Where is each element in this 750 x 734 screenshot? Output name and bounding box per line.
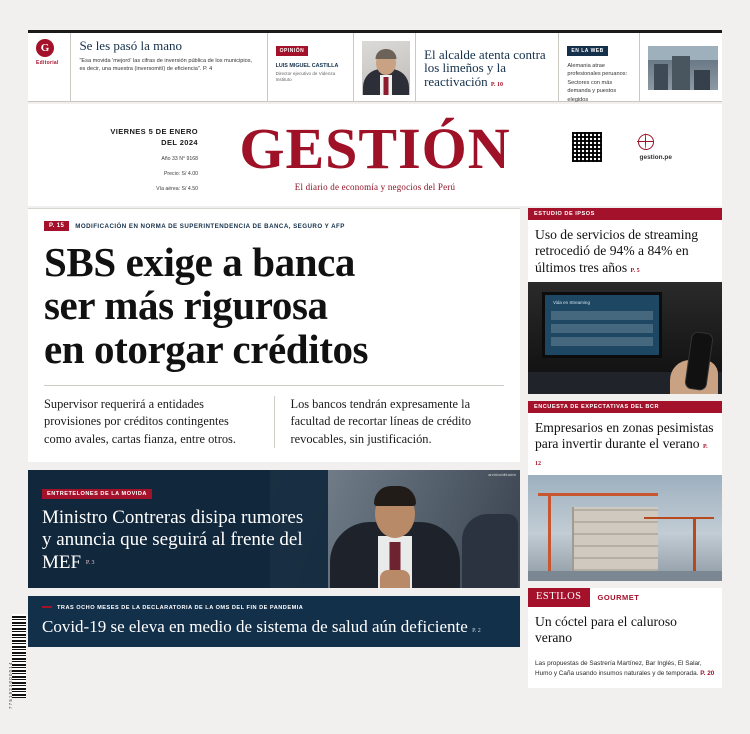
photo-ground [528,571,722,581]
lead-deck-right: Los bancos tendrán expresamente la facultad de recortar líneas de crédito revocables, sin justificación. [274,396,505,447]
ipsos-headline [528,220,722,282]
qr-code-icon[interactable] [570,130,604,164]
opinion-author-name: LUIS MIGUEL CASTILLA [275,63,339,69]
editorial-badge-column [28,33,71,101]
lead-headline-line-2: ser más rigurosa [44,282,328,329]
tv-row-2 [551,324,653,333]
bcr-headline-text: Empresarios en zonas pesimistas para invertir durante el verano [535,419,714,452]
estilos-section-header[interactable] [528,588,722,607]
bottom-story[interactable] [28,596,520,648]
sidebar-story-bcr[interactable] [528,401,722,581]
editorial-label: Editorial [36,60,59,66]
barcode-bars [12,614,26,698]
sidebar-story-estilos[interactable] [528,588,722,688]
opinion-headline [424,48,550,89]
photo-crane-2-jib [644,517,714,520]
opinion-author-portrait [362,41,410,95]
editorial-body: "Esa movida 'mejoró' las cifras de inversión pública de los municipios, es decir, una muestra (inversomití) de eficiencia". P. 4 [79,57,253,73]
globe-icon [638,134,654,150]
top-strip [28,30,722,102]
second-story-headline-text: Ministro Contreras disipa rumores y anuncia que seguirá al frente del MEF [42,506,304,574]
web-story-thumbnail [648,46,718,90]
estilos-body [528,653,722,688]
masthead [28,104,722,206]
estilos-section-label: ESTILOS [528,588,590,607]
lead-kicker-row [44,221,504,231]
tv-screen-label: Vida en Streaming [553,299,590,305]
lead-decks [44,396,504,447]
lead-page-tag: P. 15 [44,221,69,231]
issue-air-price: Vía aérea: S/ 4.50 [156,185,198,192]
lead-headline [44,241,504,371]
photo-crane-jib [538,493,658,496]
estilos-page: P. 20 [700,670,715,678]
sidebar-story-ipsos[interactable] [528,208,722,394]
photo-hands [380,570,410,588]
tv-screen [542,292,662,358]
web-story[interactable] [559,33,640,101]
thumb-building-2 [672,56,690,90]
opinion-page: P. 10 [490,81,503,88]
photo-hair [374,486,416,506]
web-kicker: EN LA WEB [567,46,607,56]
estilos-headline: Un cóctel para el caluroso verano [535,613,677,646]
photo-crane-mast [548,495,551,581]
barcode-number: 7 7 5 1 8 2 3 0 0 0 0 1 4 [8,662,13,709]
opinion-kicker: OPINIÓN [276,46,309,56]
second-story-kicker: ENTRETELONES DE LA MOVIDA [42,489,152,499]
tv-row-3 [551,337,653,346]
newspaper-title: GESTIÓN [239,116,511,181]
tv-row-1 [551,311,653,320]
opinion-story[interactable] [416,33,559,101]
lead-deck-left: Supervisor requerirá a entidades provisiones por créditos contingentes como avales, cartas fianza, entre otros. [44,397,236,446]
ipsos-photo [528,282,722,394]
website-url[interactable]: gestion.pe [639,154,672,161]
lead-divider [44,385,504,386]
web-thumb-wrap [640,33,722,101]
second-story-headline [42,507,314,575]
bcr-photo [528,475,722,581]
bcr-page: P. 12 [535,444,708,467]
second-story-page: P. 3 [85,560,95,567]
editorial-headline: Se les pasó la mano [79,38,182,53]
bottom-story-headline [42,617,506,637]
opinion-headline-text: El alcalde atenta contra los limeños y la reactivación [424,46,546,89]
photo-secondary-figure [462,514,518,588]
editorial-logo-icon: G [36,39,54,57]
right-column [528,208,722,708]
bottom-story-page: P. 2 [472,627,481,634]
opinion-author-column [268,33,355,101]
main-content [28,208,722,708]
barcode [8,614,26,709]
bcr-kicker: ENCUESTA DE EXPECTATIVAS DEL BCR [528,401,722,413]
lead-headline-line-3: en otorgar créditos [44,325,369,372]
lead-kicker: MODIFICACIÓN EN NORMA DE SUPERINTENDENCIA DE BANCA, SEGURO Y AFP [75,222,345,230]
thumb-building-3 [694,70,710,90]
second-story-textbox [28,470,328,588]
issue-date-line-1: VIERNES 5 DE ENERO [110,127,198,136]
ipsos-headline-text: Uso de servicios de streaming retrocedió de 94% a 84% en últimos tres años [535,227,699,275]
photo-credit: archivo/difusión [488,471,516,477]
issue-price: Precio: S/ 4.00 [163,170,198,177]
second-story[interactable] [28,470,520,588]
bottom-story-headline-text: Covid-19 se eleva en medio de sistema de salud aún deficiente [42,616,468,636]
issue-date-line-2: DEL 2024 [161,138,198,148]
editorial-story[interactable] [71,33,267,101]
ipsos-page: P. 5 [630,267,640,274]
lead-headline-line-1: SBS exige a banca [44,239,355,285]
opinion-author-role: Director ejecutivo de Videnza Instituto [275,70,336,83]
lead-story[interactable] [28,208,520,462]
web-body: Alemania atrae profesionales peruanos: Sectores con más demanda y puestos elegidos [567,63,628,103]
thumb-building-1 [654,64,668,90]
gourmet-section-label: GOURMET [590,588,648,607]
opinion-portrait-wrap [354,33,416,101]
issue-year-number: Año 33 N° 9168 [161,155,198,162]
portrait-tie [384,77,389,95]
bottom-story-kicker: TRAS OCHO MESES DE LA DECLARATORIA DE LA OMS DEL FIN DE PANDEMIA [42,605,506,611]
ipsos-kicker: ESTUDIO DE IPSOS [528,208,722,220]
newspaper-tagline: El diario de economía y negocios del Perú [294,182,456,192]
left-column [28,208,520,708]
estilos-body-text: Las propuestas de Sastrería Martínez, Bar Inglés, El Salar, Humo y Caña usando insumos naturales y de temporada. [535,659,702,678]
masthead-logo[interactable] [28,116,722,192]
bcr-headline [528,413,722,475]
